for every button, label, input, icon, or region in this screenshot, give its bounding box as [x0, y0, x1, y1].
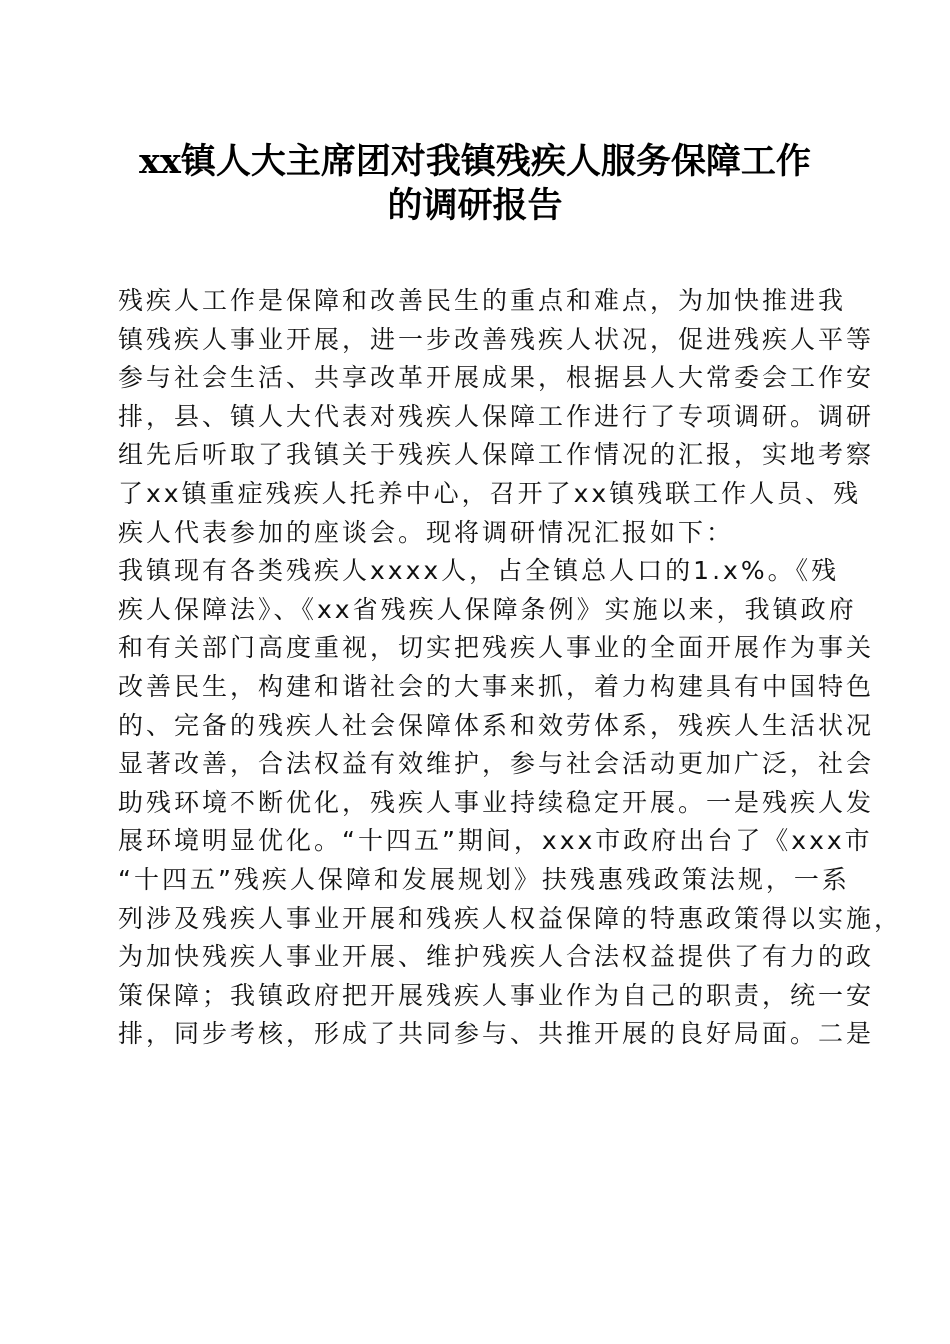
document-body	[118, 282, 903, 1054]
body-line: 助残环境不断优化，残疾人事业持续稳定开展。一是残疾人发	[118, 787, 875, 817]
body-line: 参与社会生活、共享改革开展成果，根据县人大常委会工作安	[118, 363, 875, 393]
body-line: 疾人代表参加的座谈会。现将调研情况汇报如下：	[118, 517, 735, 547]
body-line: 展环境明显优化。“十四五”期间，xxx市政府出台了《xxx市	[118, 826, 873, 856]
body-line: 排，县、镇人大代表对残疾人保障工作进行了专项调研。调研	[118, 401, 875, 431]
body-line: 我镇现有各类残疾人xxxx人，占全镇总人口的1.x%。《残	[118, 556, 840, 586]
body-line: 了xx镇重症残疾人托养中心，召开了xx镇残联工作人员、残	[118, 478, 862, 508]
body-line: 的、完备的残疾人社会保障体系和效劳体系，残疾人生活状况	[118, 710, 875, 740]
body-line: 显著改善，合法权益有效维护，参与社会活动更加广泛，社会	[118, 749, 875, 779]
title-line: 的调研报告	[387, 185, 563, 226]
body-line: 和有关部门高度重视，切实把残疾人事业的全面开展作为事关	[118, 633, 875, 663]
body-line: 策保障；我镇政府把开展残疾人事业作为自己的职责，统一安	[118, 980, 875, 1010]
body-line: “十四五”残疾人保障和发展规划》扶残惠残政策法规，一系	[118, 864, 850, 894]
body-line: 排，同步考核，形成了共同参与、共推开展的良好局面。二是	[118, 1019, 875, 1049]
title-line: xx镇人大主席团对我镇残疾人服务保障工作	[139, 141, 811, 182]
body-line: 列涉及残疾人事业开展和残疾人权益保障的特惠政策得以实施，	[118, 903, 903, 933]
body-line: 改善民生，构建和谐社会的大事来抓，着力构建具有中国特色	[118, 671, 875, 701]
body-line: 组先后听取了我镇关于残疾人保障工作情况的汇报，实地考察	[118, 440, 875, 470]
body-line: 残疾人工作是保障和改善民生的重点和难点，为加快推进我	[118, 286, 847, 315]
body-line: 为加快残疾人事业开展、维护残疾人合法权益提供了有力的政	[118, 942, 875, 972]
body-line: 镇残疾人事业开展，进一步改善残疾人状况，促进残疾人平等	[118, 324, 875, 354]
document-title	[100, 140, 850, 228]
body-line: 疾人保障法》、《xx省残疾人保障条例》实施以来，我镇政府	[118, 594, 857, 624]
